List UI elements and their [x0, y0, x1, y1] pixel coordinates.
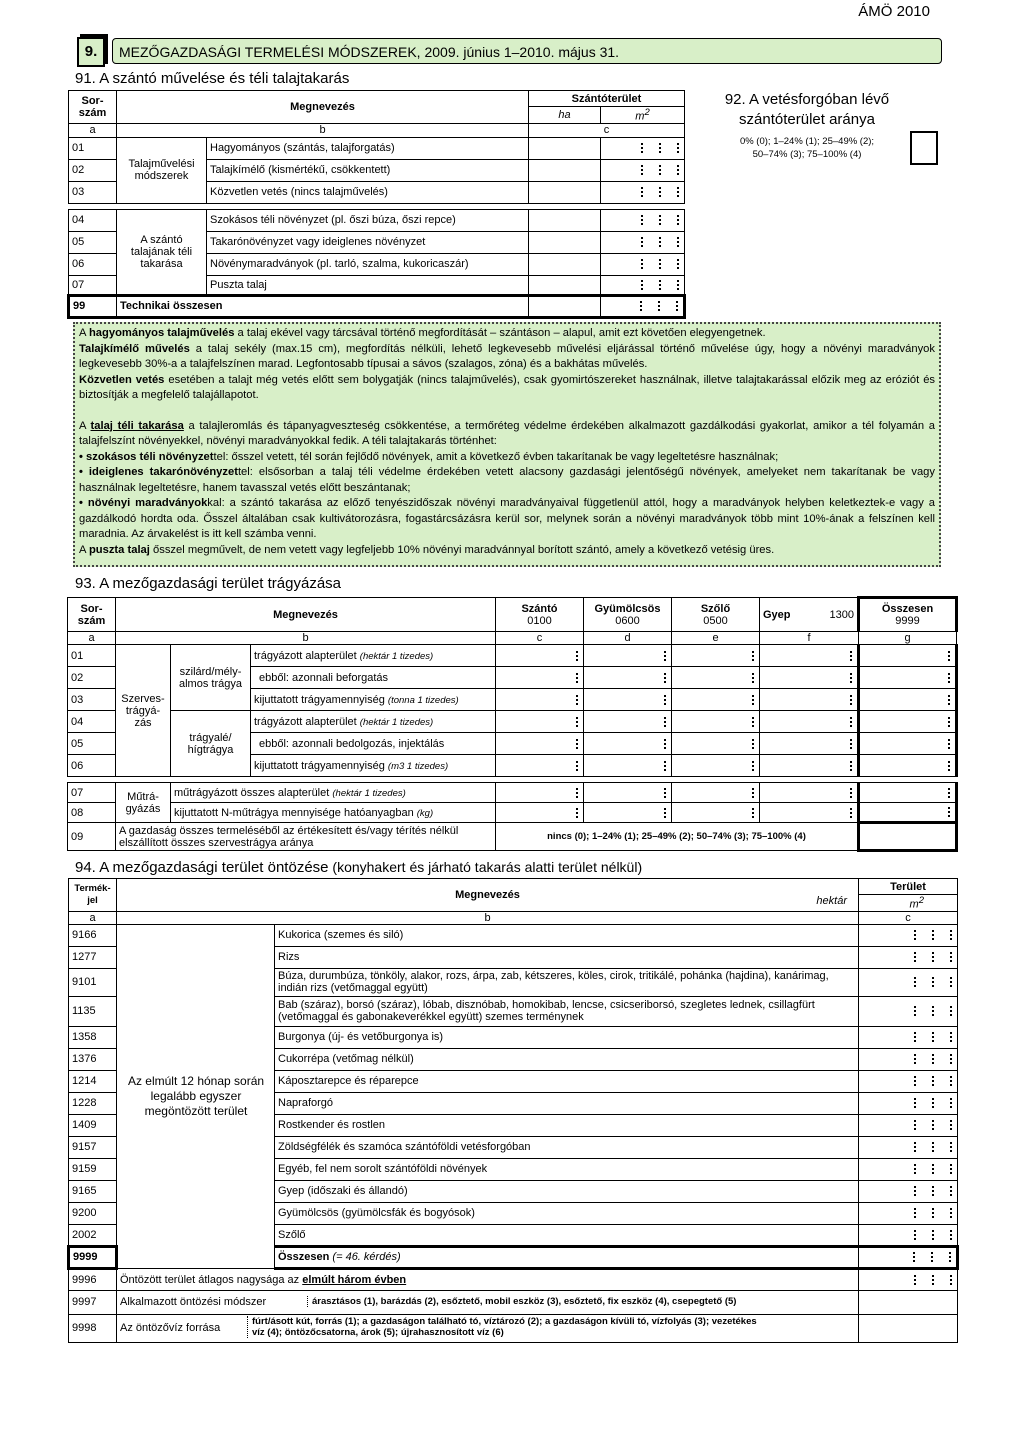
row-num: 05 [69, 231, 117, 253]
row-label: Napraforgó [275, 1092, 859, 1114]
input-m2[interactable] [601, 275, 685, 295]
note-term: • szokásos téli növényzet [79, 450, 214, 463]
row-unit: (kg) [416, 807, 434, 819]
input-m2[interactable] [601, 209, 685, 231]
row-num: 06 [69, 253, 117, 275]
method-input[interactable] [859, 1290, 958, 1314]
input-m2[interactable] [601, 137, 685, 159]
input-area[interactable] [859, 1048, 958, 1070]
row-code: 1358 [69, 1026, 117, 1048]
row-label: Gyümölcsös (gyümölcsfák és bogyósok) [275, 1202, 859, 1224]
input-cell[interactable] [496, 733, 584, 755]
row-label: Szokásos téli növényzet (pl. őszi búza, őszi repce) [207, 209, 529, 231]
input-ha[interactable] [529, 275, 601, 295]
input-cell[interactable] [859, 733, 957, 755]
row-label: A gazdaság összes termeléséből az értékesített és/vagy térítés nélkül elszállított összes szervestrágya aránya [116, 823, 496, 851]
group-tillage: Talajművelési módszerek [117, 137, 207, 203]
note-text: kal: a szántó takarása az előző tenyészidőszak növényi maradványaival függetlenül attól, hogy a maradványok helyben keletkeztek-e vagy a gazdálkodó hordta oda. Ősszel általában csak kultivátorozásra, fogastárcsázásra kerül sor, melynek során a növényi maradványok több mint 10%-ának a felszínen kell maradnia. Az árvakelést is itt kell számba venni. [79, 497, 935, 540]
input-cell[interactable] [672, 711, 760, 733]
input-cell[interactable] [760, 783, 859, 803]
input-cell[interactable] [496, 755, 584, 777]
q91-title: 91. A szántó művelése és téli talajtakarás [75, 70, 350, 87]
input-area[interactable] [859, 1224, 958, 1246]
group-mineral: Műtrá- gyázás [116, 783, 171, 823]
row-num: 08 [68, 803, 116, 823]
row-code: 1376 [69, 1048, 117, 1070]
input-cell[interactable] [859, 645, 957, 667]
input-ha[interactable] [529, 181, 601, 203]
group-organic: Szerves- trágyá- zás [116, 645, 171, 777]
col-code: 0600 [615, 614, 640, 627]
q93-title: 93. A mezőgazdasági terület trágyázása [75, 575, 342, 592]
row-label: Az öntözővíz forrása [120, 1322, 221, 1335]
input-area[interactable] [859, 1114, 958, 1136]
row-label: Gyep (időszaki és állandó) [275, 1180, 859, 1202]
row-code: 1409 [69, 1114, 117, 1136]
input-area[interactable] [859, 1268, 958, 1290]
input-ha[interactable] [529, 231, 601, 253]
row-num: 03 [69, 181, 117, 203]
input-m2[interactable] [601, 231, 685, 253]
total-num: 99 [69, 295, 117, 317]
row-num: 07 [68, 783, 116, 803]
col-name: Megnevezés [117, 879, 859, 912]
letter: c [496, 632, 584, 645]
row-code: 9996 [69, 1268, 117, 1290]
row-label: Cukorrépa (vetőmag nélkül) [275, 1048, 859, 1070]
input-m2[interactable] [601, 159, 685, 181]
row-unit: (tonna 1 tizedes) [387, 694, 459, 706]
input-cell[interactable] [760, 755, 859, 777]
unit-ha: ha [529, 107, 601, 124]
row-unit: (hektár 1 tizedes) [332, 787, 406, 799]
row-label: Hagyományos (szántás, talajforgatás) [207, 137, 529, 159]
col-crop: Gyep [763, 608, 791, 621]
row-code: 9101 [69, 968, 117, 996]
row-num: 03 [68, 689, 116, 711]
row-unit: (m3 1 tizedes) [387, 760, 449, 772]
input-ha[interactable] [529, 253, 601, 275]
letter: b [117, 911, 859, 924]
row-num: 07 [69, 275, 117, 295]
input-area[interactable] [859, 1202, 958, 1224]
input-area[interactable] [859, 946, 958, 968]
input-cell[interactable] [672, 755, 760, 777]
input-cell[interactable] [672, 689, 760, 711]
row-code: 1277 [69, 946, 117, 968]
input-cell[interactable] [760, 689, 859, 711]
row-label: Burgonya (új- és vetőburgonya is) [275, 1026, 859, 1048]
col-code: Termék- jel [69, 879, 117, 912]
note-text: tel: elsősorban a talaj téli védelme érdekében vetett alacsony gazdasági jelentőségű növények, amelyeket nem takarítanak be vagy használnak legeltetésre, hanem tavasszal vetés előtt beszántanak; [79, 466, 935, 494]
col-crop: Összesen [881, 603, 934, 615]
row-num: 02 [69, 159, 117, 181]
row-label: Bab (száraz), borsó (száraz), lóbab, disznóbab, homokibab, lencse, csicseriborsó, szegletes lednek, csillagfürt (vetőmaggal és gabonakeverékkel együtt) szemes terménynek [275, 996, 859, 1026]
note-text: A [79, 419, 91, 432]
group-winter-cover: A szántó talajának téli takarása [117, 209, 207, 295]
unit-sup: 2 [918, 895, 924, 906]
row-label: Puszta talaj [207, 275, 529, 295]
input-cell[interactable] [760, 803, 859, 823]
note-term: • növényi maradványok [79, 497, 208, 509]
input-cell[interactable] [760, 645, 859, 667]
note-text: A [79, 327, 89, 339]
input-area[interactable] [859, 1070, 958, 1092]
row-label: Rizs [275, 946, 859, 968]
letter: b [116, 632, 496, 645]
input-area[interactable] [859, 1158, 958, 1180]
input-cell[interactable] [672, 783, 760, 803]
note-text: A [79, 543, 89, 556]
row-num: 09 [68, 823, 116, 851]
total-input[interactable] [859, 1246, 958, 1268]
input-cell[interactable] [760, 667, 859, 689]
row-label: trágyázott alapterület [254, 715, 357, 728]
row-code: 9166 [69, 924, 117, 946]
note-text: tel: ősszel vetett, tél során fejlődő növények, amit a következő évben takarítanak be vagy legeltetésre használnak; [213, 450, 779, 463]
letter: a [68, 632, 116, 645]
input-area[interactable] [859, 1026, 958, 1048]
row-code: 1228 [69, 1092, 117, 1114]
col-code: 1300 [829, 608, 854, 621]
row-label: ebből: azonnali beforgatás [251, 667, 496, 689]
row-num: 05 [68, 733, 116, 755]
input-cell[interactable] [859, 803, 957, 823]
letter: d [584, 632, 672, 645]
row09-input[interactable] [859, 823, 957, 851]
input-cell[interactable] [859, 711, 957, 733]
row-code: 1214 [69, 1070, 117, 1092]
section-number: 9. [77, 37, 105, 67]
input-cell[interactable] [496, 667, 584, 689]
total-label: Technikai összesen [117, 295, 529, 317]
input-m2[interactable] [601, 181, 685, 203]
q94-table [67, 878, 959, 1343]
row-label-emph: elmúlt három évben [302, 1273, 407, 1286]
input-cell[interactable] [584, 711, 672, 733]
note-text: a talaj sekély (max.15 cm), megfordítás nélküli, lehető legkevesebb művelési eljárással történő művelése úgy, hogy a növényi maradványok legkevesebb 30%-a a talajfelszínen marad. Legfontosabb típusai a sávos (szalagos, zóna) és a bakhátas művelés. [79, 342, 935, 370]
input-cell[interactable] [859, 783, 957, 803]
input-cell[interactable] [672, 803, 760, 823]
note-term: Talajkímélő művelés [79, 342, 190, 355]
col-crop: Szőlő [700, 602, 731, 615]
q93-table [67, 596, 958, 852]
definitions-note [73, 322, 941, 567]
group-liquid: trágyalé/ hígtrágya [171, 711, 251, 777]
input-cell[interactable] [584, 783, 672, 803]
q94-subtitle: (konyhakert és járható takarás alatti terület nélkül) [328, 859, 643, 875]
row-label: ebből: azonnali bedolgozás, injektálás [251, 733, 496, 755]
input-cell[interactable] [859, 667, 957, 689]
input-cell[interactable] [672, 667, 760, 689]
col-name: Megnevezés [116, 598, 496, 632]
row-label: Alkalmazott öntözési módszer [120, 1296, 267, 1309]
row-label: Növénymaradványok (pl. tarló, szalma, kukoricaszár) [207, 253, 529, 275]
row-label: Zöldségfélék és szamóca szántóföldi vetésforgóban [275, 1136, 859, 1158]
q92-title: 92. A vetésforgóban lévő szántóterület aránya [724, 91, 890, 128]
q92-input-box[interactable] [910, 131, 938, 165]
note-term: Közvetlen vetés [79, 373, 165, 386]
letter: a [69, 911, 117, 924]
input-area[interactable] [859, 1136, 958, 1158]
input-ha[interactable] [529, 159, 601, 181]
total-code: 9999 [69, 1246, 117, 1268]
row-label: Káposztarepce és réparepce [275, 1070, 859, 1092]
row-label: kijuttatott trágyamennyiség [254, 759, 385, 772]
col-sorszam: Sor- szám [68, 598, 116, 632]
unit-m2: m [635, 110, 645, 123]
form-code: ÁMÖ 2010 [858, 3, 930, 20]
row-label: Kukorica (szemes és siló) [275, 924, 859, 946]
group-irrigated: Az elmúlt 12 hónap során legalább egyszer megöntözött terület [117, 924, 275, 1268]
source-options: fúrt/ásott kút, forrás (1); a gazdaságon található tó, víztározó (2); a gazdaságon kívüli tó, vízfolyás (3); vezetékes víz (4); öntözőcsatorna, árok (5); újrahasznosított víz (6) [247, 1316, 762, 1338]
q94-title: 94. A mezőgazdasági terület öntözése [75, 859, 329, 876]
row-num: 02 [68, 667, 116, 689]
row-code: 2002 [69, 1224, 117, 1246]
input-cell[interactable] [672, 645, 760, 667]
unit-sup: 2 [644, 107, 650, 118]
row-num: 01 [69, 137, 117, 159]
col-area [859, 879, 958, 895]
row-num: 06 [68, 755, 116, 777]
method-options: árasztásos (1), barázdás (2), esőztető, mobil eszköz (3), esőztető, fix eszköz (4), csepegtető (5) [307, 1296, 736, 1307]
row-code: 9997 [69, 1290, 117, 1314]
note-term: • ideiglenes takarónövényzet [79, 466, 238, 478]
row-label: Búza, durumbúza, tönköly, alakor, rozs, árpa, zab, kétszeres, köles, cirok, tritikálé, pohánka (hajdina), kanárimag, indián rizs (vetőmaggal együtt) [275, 968, 859, 996]
letter: g [859, 632, 957, 645]
input-area[interactable] [859, 924, 958, 946]
input-area[interactable] [859, 1180, 958, 1202]
input-cell[interactable] [584, 755, 672, 777]
note-text: a talaj ekével vagy tárcsával történő megfordítását – szántáson – alapul, amit ezt követően elegyengetnek. [234, 327, 766, 339]
letter-c: c [529, 123, 685, 137]
col-code: 0500 [703, 614, 728, 627]
row-label: Közvetlen vetés (nincs talajművelés) [207, 181, 529, 203]
input-cell[interactable] [496, 803, 584, 823]
input-cell[interactable] [584, 803, 672, 823]
row-label: Öntözött terület átlagos nagysága az [120, 1273, 303, 1286]
total-ref: (= 46. kérdés) [329, 1251, 401, 1264]
row-label: műtrágyázott összes alapterület [174, 786, 330, 799]
note-text: a talajleromlás és tápanyagveszteség csökkentése, a termőréteg védelme érdekében alkalmazott gazdálkodási gyakorlat, amikor a tél folyamán a talajfelszínt növényekkel, növényi maradványokkal fedik. A téli talajtakarás történhet: [79, 419, 936, 447]
input-m2[interactable] [601, 253, 685, 275]
input-ha[interactable] [529, 209, 601, 231]
input-area[interactable] [859, 1092, 958, 1114]
input-cell[interactable] [584, 689, 672, 711]
col-code: 9999 [895, 615, 920, 627]
row-unit: (hektár 1 tizedes) [359, 716, 434, 728]
row-label: Rostkender és rostlen [275, 1114, 859, 1136]
note-term: talaj téli takarása [90, 419, 184, 432]
input-area[interactable] [859, 968, 958, 996]
unit-m2: m [909, 898, 919, 911]
input-cell[interactable] [496, 783, 584, 803]
row-num: 04 [69, 209, 117, 231]
section-title: MEZŐGAZDASÁGI TERMELÉSI MÓDSZEREK, 2009. június 1–2010. május 31. [112, 38, 942, 64]
col-name: Megnevezés [117, 91, 529, 124]
unit-ha: hektár [816, 895, 847, 907]
letter-a: a [69, 123, 117, 137]
row-label: trágyázott alapterület [254, 649, 357, 662]
row09-scale: nincs (0); 1–24% (1); 25–49% (2); 50–74% (3); 75–100% (4) [496, 823, 859, 851]
letter: f [760, 632, 859, 645]
col-area-label: Terület [890, 880, 926, 893]
q92-scale: 0% (0); 1–24% (1); 25–49% (2); 50–74% (3); 75–100% (4) [739, 136, 875, 160]
total-m2[interactable] [601, 295, 685, 317]
input-cell[interactable] [672, 733, 760, 755]
row-label: kijuttatott N-műtrágya mennyisége hatóanyagban [174, 806, 414, 819]
letter: c [859, 911, 958, 924]
source-input[interactable] [859, 1314, 958, 1342]
input-cell[interactable] [496, 645, 584, 667]
row-code: 9165 [69, 1180, 117, 1202]
row-num: 01 [68, 645, 116, 667]
input-cell[interactable] [496, 711, 584, 733]
input-ha[interactable] [529, 137, 601, 159]
row-label: Egyéb, fel nem sorolt szántóföldi növények [275, 1158, 859, 1180]
row-code: 9157 [69, 1136, 117, 1158]
row-code: 9998 [69, 1314, 117, 1342]
input-cell[interactable] [584, 667, 672, 689]
row-label: kijuttatott trágyamennyiség [254, 693, 385, 706]
col-sorszam: Sor- szám [69, 91, 117, 124]
row-code: 9159 [69, 1158, 117, 1180]
input-area[interactable] [859, 996, 958, 1026]
input-cell[interactable] [760, 711, 859, 733]
input-cell[interactable] [760, 733, 859, 755]
total-label: Összesen [278, 1251, 330, 1264]
col-code: 0100 [527, 614, 552, 627]
note-text: esetében a talajt még vetés előtt sem bolygatják (nincs talajművelés), csak gyomirtószereket használnak, illetve talajtakarással előzik meg az eróziót és biztosítják a megfelelő talajállapotot. [79, 373, 936, 401]
row-unit: (hektár 1 tizedes) [359, 650, 434, 662]
row-label: Takarónövényzet vagy ideiglenes növényzet [207, 231, 529, 253]
letter: e [672, 632, 760, 645]
col-area: Szántóterület [529, 91, 685, 107]
note-term: puszta talaj [88, 543, 150, 556]
col-crop: Gyümölcsös [594, 602, 661, 615]
total-ha[interactable] [529, 295, 601, 317]
note-text: ősszel megművelt, de nem vetett vagy legfeljebb 10% növényi maradvánnyal borított szántó, amely a következő vetésig üres. [149, 543, 775, 556]
input-cell[interactable] [859, 755, 957, 777]
row-code: 9200 [69, 1202, 117, 1224]
letter-b: b [117, 123, 529, 137]
row-code: 1135 [69, 996, 117, 1026]
row-label: Talajkímélő (kismértékű, csökkentett) [207, 159, 529, 181]
col-crop: Szántó [521, 602, 558, 615]
note-term: hagyományos talajművelés [88, 327, 235, 339]
input-cell[interactable] [584, 733, 672, 755]
row-label: Szőlő [275, 1224, 859, 1246]
row-num: 04 [68, 711, 116, 733]
q91-table [67, 90, 686, 319]
input-cell[interactable] [584, 645, 672, 667]
input-cell[interactable] [859, 689, 957, 711]
group-solid: szilárd/mély- almos trágya [171, 645, 251, 711]
input-cell[interactable] [496, 689, 584, 711]
